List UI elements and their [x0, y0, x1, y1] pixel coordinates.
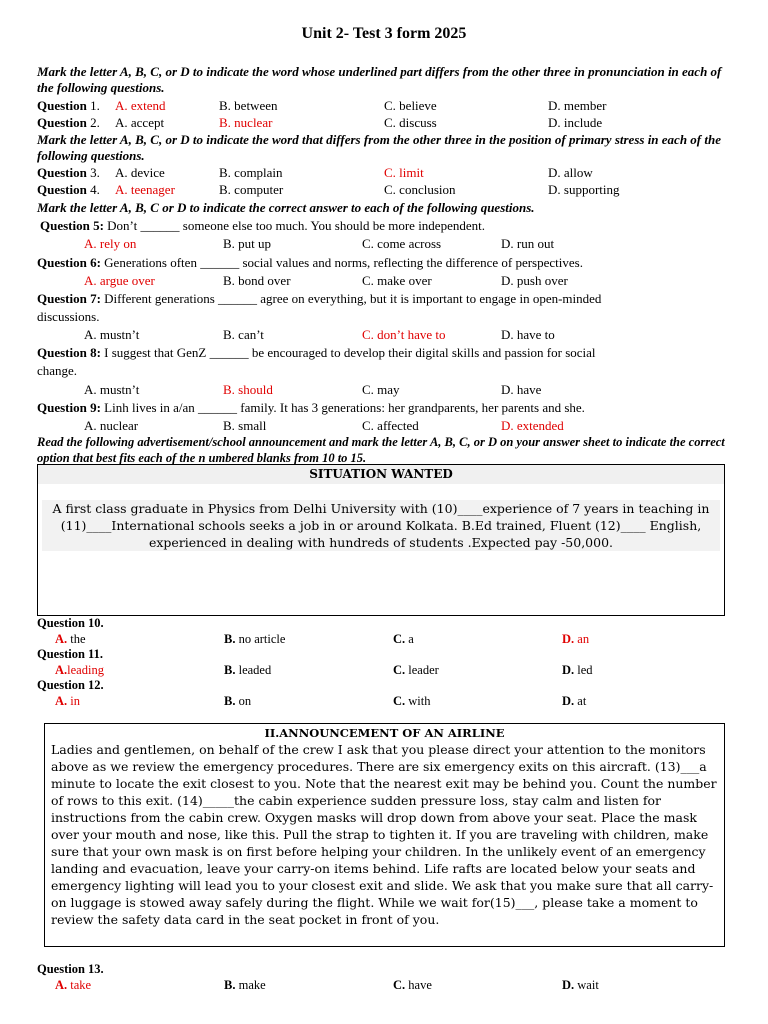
question-1-option-b: B. between [219, 98, 278, 113]
question-2-option-c: C. discuss [384, 115, 437, 130]
question-4-option-d: D. supporting [548, 182, 620, 197]
question-2-option-a: A. accept [115, 115, 165, 130]
question-4-label: Question 4. [37, 182, 100, 197]
question-8-option-d: D. have [501, 382, 542, 397]
question-2-option-d: D. include [548, 115, 603, 130]
question-5-option-c: C. come across [362, 236, 442, 251]
question-5-option-b: B. put up [223, 236, 272, 251]
question-4-option-a: A. teenager [115, 182, 175, 197]
question-9-option-c: C. affected [362, 418, 419, 433]
question-2-label: Question 2. [37, 115, 100, 130]
question-7-stem-cont: discussions. [37, 309, 100, 324]
announcement-heading: II.ANNOUNCEMENT OF AN AIRLINE [264, 726, 505, 740]
question-9-option-b: B. small [223, 418, 267, 433]
question-3-label: Question 3. [37, 165, 100, 180]
question-5-option-a: A. rely on [84, 236, 137, 251]
question-8-option-a: A. mustn’t [84, 382, 140, 397]
page-title: Unit 2- Test 3 form 2025 [301, 25, 467, 42]
question-4-option-c: C. conclusion [384, 182, 456, 197]
announcement-text: Ladies and gentlemen, on behalf of the crew I ask that you please direct your attention to the monitors above as we review the emergency procedures. There are six emergency exits on this aircraft. (13)___a minute to locate the exit closest to you. Note that the nearest exit may be behind you. Count the number of rows to this exit. (14)_____the cabin experience sudden pressure loss, stay calm and listen for instructions from the cabin crew. Oxygen masks will drop down from above your seat. Place the mask over your mouth and nose, like this. Pull the strap to tighten it. If you are traveling with children, make sure that your own mask is on first before helping your children. In the unlikely event of an emergency landing and evacuation, leave your carry-on items behind. Life rafts are located below your seats and emergency lighting will lead you to your closest exit and slide. We ask that you make sure that all carry-on luggage is stowed away safely during the flight. While we wait for(15)___, please take a moment to review the safety data card in the seat pocket in front of you. [51, 742, 717, 927]
situation-wanted-text: A first class graduate in Physics from Delhi University with (10)____experience of 7 years in teaching in (11)____International schools seeks a job in or around Kolkata. B.Ed trained, Fluent (12)____ English, experienced in dealing with hundreds of students .Expected pay -50,000. [42, 500, 720, 551]
question-11-option-a: A.leading [55, 663, 104, 677]
question-10-label: Question 10. [37, 616, 104, 630]
question-1-option-a: A. extend [115, 98, 166, 113]
question-3-option-c: C. limit [384, 165, 424, 180]
question-12-label: Question 12. [37, 678, 104, 692]
question-13-label: Question 13. [37, 962, 104, 976]
question-12-option-c: C. with [393, 694, 431, 708]
question-8-stem-cont: change. [37, 363, 78, 378]
question-10-option-b: B. no article [224, 632, 286, 646]
question-8-stem: Question 8: I suggest that GenZ ______ be encouraged to develop their digital skills and passion for social [37, 345, 596, 360]
question-13-option-a: A. take [55, 978, 92, 992]
instruction-answer: Mark the letter A, B, C or D to indicate the correct answer to each of the following questions. [37, 200, 535, 215]
question-9-option-d: D. extended [501, 418, 564, 433]
question-9-stem: Question 9: Linh lives in a/an ______ family. It has 3 generations: her grandparents, her parents and she. [37, 400, 585, 415]
question-6-option-b: B. bond over [223, 273, 291, 288]
question-13-option-b: B. make [224, 978, 266, 992]
question-7-stem: Question 7: Different generations ______ agree on everything, but it is important to engage in open-minded [37, 291, 602, 306]
instruction-stress: Mark the letter A, B, C, or D to indicate the word that differs from the other three in the position of primary stress in each of the following questions. [37, 132, 721, 163]
instruction-reading: Read the following advertisement/school announcement and mark the letter A, B, C, or D on your answer sheet to indicate the correct option that best fits each of the n umbered blanks from 10 to 15. [37, 435, 725, 465]
announcement-box [44, 723, 725, 947]
question-6-option-c: C. make over [362, 273, 432, 288]
question-8-option-c: C. may [362, 382, 400, 397]
question-10-option-d: D. an [562, 632, 590, 646]
question-13-option-c: C. have [393, 978, 432, 992]
question-7-option-a: A. mustn’t [84, 327, 140, 342]
question-7-option-d: D. have to [501, 327, 555, 342]
question-11-label: Question 11. [37, 647, 103, 661]
question-10-option-a: A. the [55, 632, 86, 646]
question-11-option-d: D. led [562, 663, 593, 677]
question-1-option-c: C. believe [384, 98, 437, 113]
situation-wanted-box [37, 464, 725, 616]
question-12-option-a: A. in [55, 694, 81, 708]
question-3-option-d: D. allow [548, 165, 593, 180]
situation-wanted-heading: SITUATION WANTED [38, 465, 724, 484]
question-11-option-b: B. leaded [224, 663, 272, 677]
question-4-option-b: B. computer [219, 182, 284, 197]
question-9-option-a: A. nuclear [84, 418, 139, 433]
instruction-pronunciation: Mark the letter A, B, C, or D to indicate the word whose underlined part differs from the other three in pronunciation in each of the following questions. [37, 64, 722, 95]
question-12-option-d: D. at [562, 694, 587, 708]
question-13-option-d: D. wait [562, 978, 599, 992]
question-3-option-a: A. device [115, 165, 165, 180]
question-6-option-a: A. argue over [84, 273, 155, 288]
question-12-option-b: B. on [224, 694, 252, 708]
question-2-option-b: B. nuclear [219, 115, 273, 130]
question-11-option-c: C. leader [393, 663, 439, 677]
question-5-stem: Question 5: Don’t ______ someone else too much. You should be more independent. [40, 218, 485, 233]
question-5-option-d: D. run out [501, 236, 555, 251]
question-1-label: Question 1. [37, 98, 100, 113]
question-7-option-b: B. can’t [223, 327, 264, 342]
question-6-option-d: D. push over [501, 273, 568, 288]
question-10-option-c: C. a [393, 632, 414, 646]
question-8-option-b: B. should [223, 382, 273, 397]
question-3-option-b: B. complain [219, 165, 283, 180]
question-6-stem: Question 6: Generations often ______ social values and norms, reflecting the difference of perspectives. [37, 255, 583, 270]
question-1-option-d: D. member [548, 98, 607, 113]
question-7-option-c: C. don’t have to [362, 327, 446, 342]
